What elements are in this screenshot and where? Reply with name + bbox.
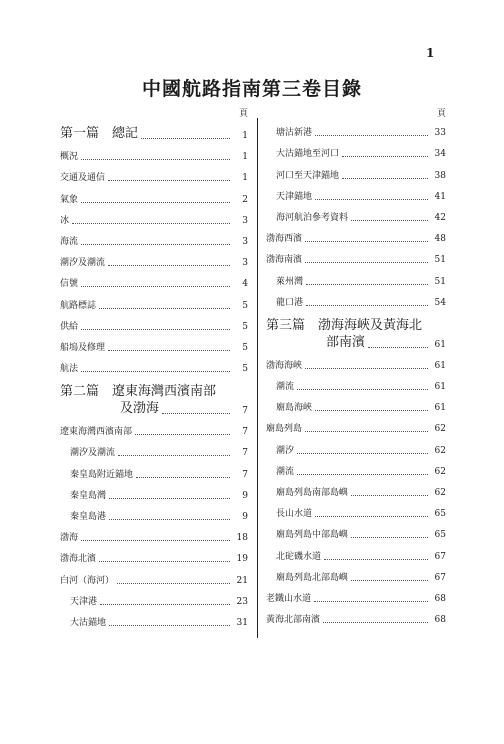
toc-entry [266, 607, 446, 628]
toc-entry-page: 9 [242, 512, 248, 522]
toc-entry-title: 大沽錨地 [70, 617, 107, 628]
toc-entry-title: 廟島列島北部島嶼 [276, 572, 349, 583]
toc-entry [266, 374, 446, 395]
toc-entry-title: 氣象 [60, 194, 79, 205]
dot-leader [81, 540, 230, 541]
toc-entry-title [266, 317, 422, 351]
dot-leader [162, 413, 230, 414]
toc-entry-page: 61 [434, 360, 446, 371]
dot-leader [342, 178, 428, 179]
toc-entry-title-line: 部南濱 [326, 334, 366, 350]
toc-entry-title: 秦皇島灣 [70, 490, 107, 501]
toc-entry [266, 437, 446, 458]
toc-entry-title: 天津錨地 [276, 191, 313, 202]
toc-entry-page: 67 [434, 551, 446, 562]
toc-entry-title: 潮流 [276, 382, 295, 393]
toc-entry [266, 522, 446, 543]
toc-entry [266, 247, 446, 268]
toc-entry [60, 229, 248, 250]
toc-entry-title: 秦皇島附近錨地 [70, 469, 134, 480]
toc-entry [266, 184, 446, 205]
toc-entry-page: 5 [242, 342, 248, 353]
dot-leader [81, 286, 230, 287]
page-title: 中國航路指南第三卷目錄 [141, 78, 362, 100]
toc-entry-title: 天津港 [70, 596, 98, 607]
toc-entry [60, 356, 248, 377]
toc-entry [60, 186, 248, 207]
toc-entry-title: 北砣磯水道 [276, 551, 322, 562]
toc-entry [60, 292, 248, 313]
column-divider [257, 118, 258, 638]
dot-leader [351, 495, 428, 496]
dot-leader [306, 284, 428, 285]
toc-entry-title: 航路標誌 [60, 300, 97, 311]
toc-entry-title: 渤海南濱 [266, 255, 303, 266]
toc-entry-title: 遼東海灣西濱南部 [60, 427, 133, 438]
dot-leader [109, 519, 230, 520]
dot-leader [297, 453, 428, 454]
toc-entry-page: 18 [236, 533, 248, 544]
toc-entry [266, 501, 446, 522]
toc-entry-page: 42 [434, 212, 446, 223]
toc-entry-title: 廟島列島中部島嶼 [276, 530, 349, 541]
toc-entry [60, 419, 248, 440]
toc-entry-title: 秦皇島港 [70, 512, 107, 522]
dot-leader [81, 244, 230, 245]
dot-leader [141, 138, 230, 139]
toc-entry [266, 459, 446, 480]
toc-entry-title: 潮汐 [276, 445, 295, 456]
toc-entry-page: 68 [434, 593, 446, 604]
toc-entry-page: 38 [434, 170, 446, 181]
toc-entry-title: 河口至天津錨地 [276, 170, 340, 181]
toc-entry [266, 268, 446, 289]
toc-entry-title: 交通及通信 [60, 173, 106, 184]
toc-entry [266, 141, 446, 162]
toc-entry [60, 165, 248, 186]
toc-right-list [266, 120, 446, 628]
toc-entry-page: 19 [236, 554, 248, 565]
toc-entry [60, 525, 248, 546]
toc-entry-title: 廟島海峽 [276, 403, 313, 414]
dot-leader [351, 220, 428, 221]
toc-entry-page: 62 [434, 488, 446, 498]
toc-entry-page: 5 [242, 321, 248, 332]
toc-entry-page: 61 [434, 339, 446, 350]
toc-entry-title: 概況 [60, 152, 79, 163]
toc-entry-title: 航法 [60, 364, 79, 375]
dot-leader [99, 561, 230, 562]
toc-entry-page: 41 [434, 191, 446, 202]
toc-entry-title: 渤海西濱 [266, 234, 303, 245]
dot-leader [108, 180, 230, 181]
dot-leader [117, 583, 230, 584]
toc-entry-page: 51 [434, 276, 446, 287]
toc-entry-page: 33 [434, 128, 446, 139]
toc-entry [60, 610, 248, 631]
toc-entry-page: 61 [434, 382, 446, 393]
toc-entry [60, 314, 248, 335]
toc-entry [60, 208, 248, 229]
toc-entry-page: 9 [242, 490, 248, 501]
toc-entry [266, 311, 446, 353]
toc-entry-page: 62 [434, 466, 446, 477]
dot-leader [297, 474, 428, 475]
dot-leader [315, 199, 428, 200]
toc-entry-title-line: 及渤海 [120, 401, 160, 417]
dot-leader [315, 410, 428, 411]
toc-entry-page: 3 [242, 215, 248, 226]
toc-entry [60, 271, 248, 292]
toc-entry [266, 565, 446, 586]
toc-entry-title: 黃海北部南濱 [266, 615, 321, 626]
toc-entry-title-line: 第二篇 遼東海灣西濱南部 [60, 384, 217, 400]
toc-entry-page: 34 [434, 149, 446, 160]
toc-entry-page: 5 [242, 300, 248, 311]
toc-entry-title: 信號 [60, 279, 79, 290]
toc-entry [266, 226, 446, 247]
toc-entry-title: 廟島列島 [266, 424, 303, 435]
toc-right-column [266, 108, 446, 628]
toc-entry-page: 1 [242, 173, 248, 184]
toc-left-list [60, 120, 248, 631]
toc-entry-title: 潮汐及潮流 [60, 258, 106, 269]
toc-entry [266, 290, 446, 311]
toc-entry-title: 海流 [60, 236, 79, 247]
dot-leader [351, 580, 428, 581]
toc-entry-page: 54 [434, 297, 446, 308]
toc-entry-page: 5 [242, 364, 248, 375]
dot-leader [297, 389, 428, 390]
dot-leader [368, 347, 428, 348]
toc-entry-page: 65 [434, 530, 446, 541]
toc-entry-title: 冰 [60, 215, 70, 226]
toc-entry-title: 萊州灣 [276, 276, 304, 287]
toc-entry-page: 61 [434, 403, 446, 414]
toc-entry-title: 渤海海峽 [266, 360, 303, 371]
toc-entry-page: 23 [236, 596, 248, 607]
dot-leader [306, 305, 428, 306]
dot-leader [108, 265, 230, 266]
page-column-header: 頁 [436, 109, 446, 119]
toc-entry [60, 589, 248, 610]
toc-entry [60, 377, 248, 419]
dot-leader [136, 477, 230, 478]
toc-entry-page: 68 [434, 615, 446, 626]
toc-entry-page: 3 [242, 258, 248, 269]
toc-entry-title: 白河（海河） [60, 575, 115, 586]
toc-entry-title: 第一篇 總記 [60, 126, 139, 141]
dot-leader [100, 604, 230, 605]
toc-entry [266, 395, 446, 416]
toc-entry-title: 長山水道 [276, 509, 313, 520]
toc-entry-page: 1 [242, 152, 248, 163]
toc-entry-title: 潮流 [276, 466, 295, 477]
toc-entry-page: 51 [434, 255, 446, 266]
toc-entry [60, 504, 248, 525]
toc-entry-page: 62 [434, 424, 446, 435]
toc-entry [266, 353, 446, 374]
toc-entry-title: 塘沽新港 [276, 128, 313, 139]
toc-entry-title-line: 第三篇 渤海海峽及黃海北 [266, 317, 423, 333]
dot-leader [305, 241, 428, 242]
toc-entry-page: 62 [434, 445, 446, 456]
toc-entry [266, 480, 446, 501]
toc-entry-page: 2 [242, 194, 248, 205]
page-column-header: 頁 [238, 109, 248, 119]
dot-leader [81, 329, 230, 330]
toc-entry-page: 65 [434, 509, 446, 520]
dot-leader [305, 431, 428, 432]
toc-entry-page: 7 [242, 427, 248, 438]
dot-leader [342, 156, 428, 157]
toc-entry-title: 渤海 [60, 533, 79, 544]
toc-entry [60, 461, 248, 482]
dot-leader [108, 350, 230, 351]
toc-entry [266, 416, 446, 437]
dot-leader [72, 223, 230, 224]
dot-leader [305, 368, 428, 369]
dot-leader [351, 537, 428, 538]
dot-leader [324, 559, 428, 560]
toc-entry [60, 440, 248, 461]
toc-entry [60, 567, 248, 588]
dot-leader [81, 202, 230, 203]
toc-entry [60, 335, 248, 356]
toc-left-column [60, 108, 248, 631]
toc-entry [60, 546, 248, 567]
toc-entry-title [60, 383, 216, 417]
toc-entry [266, 543, 446, 564]
dot-leader [305, 262, 428, 263]
toc-entry-title: 海河航泊參考資料 [276, 212, 349, 223]
toc-entry-title: 老鐵山水道 [266, 593, 312, 604]
toc-entry-page: 7 [242, 406, 248, 417]
toc-entry [266, 162, 446, 183]
toc-entry-title: 供給 [60, 321, 79, 332]
toc-entry [266, 120, 446, 141]
page-number: 1 [426, 46, 435, 60]
toc-entry [60, 144, 248, 165]
toc-entry-title: 船塢及修理 [60, 342, 106, 353]
dot-leader [315, 135, 428, 136]
toc-entry [266, 586, 446, 607]
toc-entry-title: 廟島列島南部島嶼 [276, 488, 349, 498]
toc-entry-page: 7 [242, 448, 248, 459]
toc-entry-page: 7 [242, 469, 248, 480]
dot-leader [81, 371, 230, 372]
toc-entry-title: 大沽錨地至河口 [276, 149, 340, 160]
dot-leader [135, 434, 230, 435]
toc-entry-page: 21 [236, 575, 248, 586]
dot-leader [109, 625, 230, 626]
toc-entry-page: 48 [434, 234, 446, 245]
toc-entry-page: 3 [242, 236, 248, 247]
toc-entry-page: 4 [242, 279, 248, 290]
toc-entry [60, 120, 248, 144]
toc-entry-page: 31 [236, 617, 248, 628]
dot-leader [81, 159, 230, 160]
toc-entry [60, 483, 248, 504]
dot-leader [99, 308, 230, 309]
toc-entry-page: 67 [434, 572, 446, 583]
toc-entry [266, 205, 446, 226]
toc-entry-title: 龍口港 [276, 297, 304, 308]
toc-entry-page: 1 [242, 131, 248, 141]
dot-leader [118, 455, 230, 456]
dot-leader [315, 516, 428, 517]
dot-leader [314, 601, 428, 602]
toc-entry [60, 250, 248, 271]
toc-entry-title: 渤海北濱 [60, 554, 97, 565]
dot-leader [109, 498, 230, 499]
toc-entry-title: 潮汐及潮流 [70, 448, 116, 459]
dot-leader [323, 622, 428, 623]
